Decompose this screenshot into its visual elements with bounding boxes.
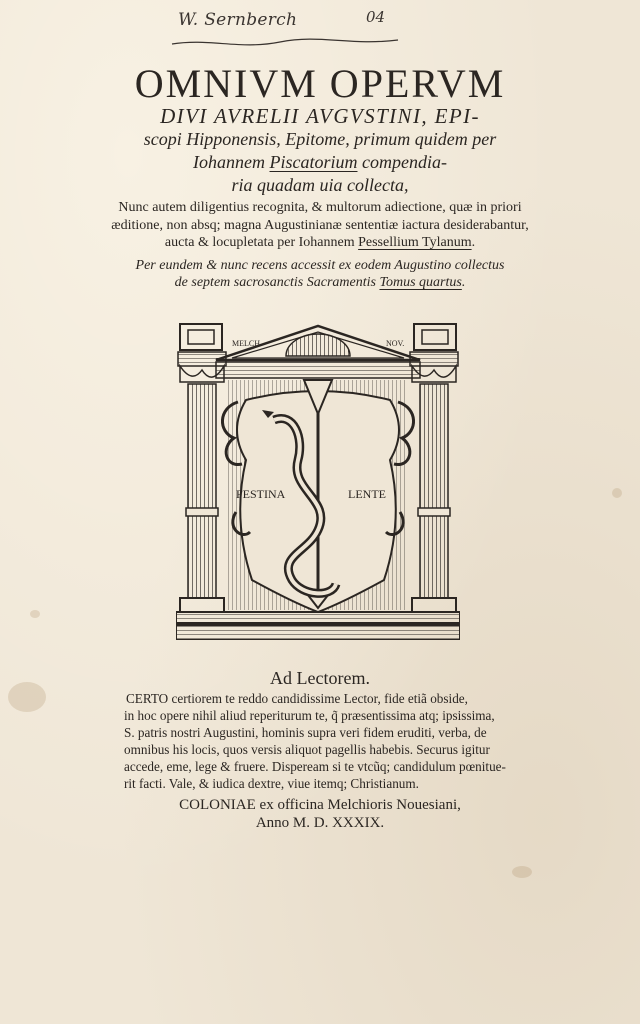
lector-heading: Ad Lectorem. — [270, 668, 370, 688]
ink-flourish — [170, 36, 400, 52]
title-line-1: OMNIVM OPERVM — [134, 61, 506, 106]
subtitle-line-2: æditione, non absq; magna Augustinianæ sententiæ iactura desiderabantur, — [111, 217, 529, 233]
emblem-label-left: MELCH. — [232, 339, 262, 348]
stain — [30, 610, 40, 618]
stain — [512, 866, 532, 878]
lector-line-4: omnibus his locis, quos versis aliquot pagellis habebis. Securus igitur — [124, 742, 490, 757]
volume-line-2-post: . — [461, 275, 466, 290]
subtitle-line-3-post: . — [471, 235, 476, 250]
lector-line-1: CERTO certiorem te reddo candidissime Lector, fide etiã obside, — [126, 691, 468, 706]
volume-line-2-underlined: Tomus quartus — [379, 275, 462, 290]
title-line-2: DIVI AVRELII AVGVSTINI, EPI- — [160, 104, 480, 128]
volume-line-2 — [60, 274, 580, 292]
lector-line-5: accede, eme, lege & fruere. Dispeream si te vtcũq; candidulum pœnitue- — [124, 759, 506, 774]
lector-line-2: in hoc opere nihil aliud reperiturum te, q̃ præsentissima atq; ipsissima, — [124, 708, 495, 723]
emblem-motto-right: LENTE — [348, 487, 386, 501]
subtitle-line-3-pre: aucta & locupletata per Iohannem — [164, 235, 359, 250]
stain — [8, 682, 46, 712]
colophon-line-2: Anno M. D. XXXIX. — [255, 815, 385, 831]
manuscript-ownership-note: W. Sernberch — [178, 10, 298, 30]
title-line-4-post: compendia- — [357, 152, 447, 172]
title-line-3: scopi Hipponensis, Epitome, primum quidem per — [143, 129, 497, 149]
stain — [612, 488, 622, 498]
title-line-5: ria quadam uia collecta, — [231, 175, 409, 195]
manuscript-number: 04 — [366, 8, 386, 26]
subtitle-line-1: Nunc autem diligentius recognita, & multorum adiectione, quæ in priori — [118, 200, 522, 215]
subtitle-line-3 — [60, 234, 580, 252]
title-line-4 — [60, 151, 580, 174]
volume-line-2-pre: de septem sacrosanctis Sacramentis — [174, 275, 380, 290]
colophon-line-1: COLONIAE ex officina Melchioris Nouesiani, — [179, 797, 461, 813]
lector-line-6: rit facti. Vale, & iudica dextre, viue itemq; Christianum. — [124, 776, 419, 791]
volume-line-1: Per eundem & nunc recens accessit ex eodem Augustino collectus — [135, 258, 505, 273]
emblem-motto-left: FESTINA — [236, 487, 286, 501]
title-line-4-underlined: Piscatorium — [269, 152, 358, 172]
subtitle-line-3-underlined: Pessellium Tylanum — [358, 235, 472, 250]
title-line-4-pre: Iohannem — [193, 152, 270, 172]
printers-device-woodcut — [176, 322, 460, 640]
lector-line-3: S. patris nostri Augustini, hominis supra veri fidem eruditi, verba, de — [124, 725, 487, 740]
emblem-label-right: NOV. — [386, 339, 405, 348]
